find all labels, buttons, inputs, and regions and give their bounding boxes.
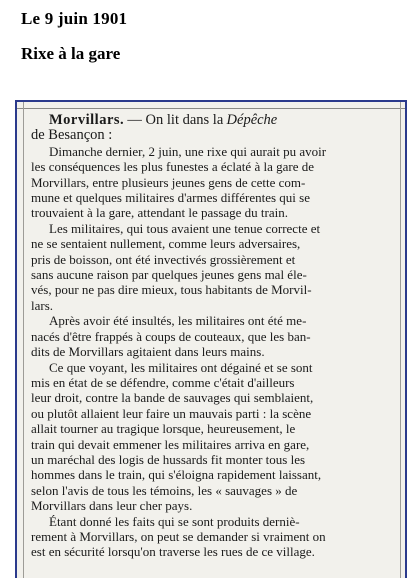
article-line: Morvillars, entre plusieurs jeunes gens de cette com- bbox=[31, 174, 306, 190]
article-line: trouvaient à la gare, attendant le passage du train. bbox=[31, 205, 289, 221]
article-line: Les militaires, qui tous avaient une tenue correcte et bbox=[49, 220, 321, 236]
article-line: est en sécurité lorsqu'on traverse les rues de ce village. bbox=[31, 544, 315, 560]
top-rule bbox=[17, 108, 405, 109]
newspaper-clipping bbox=[15, 100, 407, 578]
article-line: mune et quelques militaires d'armes différentes qui se bbox=[31, 190, 310, 206]
article-line: vés, pour ne pas dire mieux, tous habitants de Morvil- bbox=[31, 282, 312, 298]
article-line: les conséquences les plus funestes a éclaté à la gare de bbox=[31, 159, 314, 175]
article-line: dits de Morvillars agitaient dans leurs mains. bbox=[31, 344, 265, 360]
byline-newspaper: Dépêche bbox=[226, 112, 278, 128]
article-line: leur droit, contre la bande de sauvages qui semblaient, bbox=[31, 390, 314, 406]
article-line: rement à Morvillars, on peut se demander si vraiment on bbox=[31, 528, 326, 544]
column-edge-left bbox=[23, 102, 24, 578]
article-line: ou plutôt allaient leur faire un mauvais parti : la scène bbox=[31, 405, 312, 421]
article-line: allait tourner au tragique lorsque, heureusement, le bbox=[31, 421, 296, 437]
article-date: Le 9 juin 1901 bbox=[21, 9, 128, 28]
article-line: lars. bbox=[31, 297, 54, 313]
article-heading: Rixe à la gare bbox=[21, 44, 121, 63]
article-lines bbox=[31, 144, 403, 560]
article-line: Morvillars dans leur cher pays. bbox=[31, 498, 193, 514]
byline-continuation: de Besançon : bbox=[31, 127, 113, 144]
article-line: Étant donné les faits qui se sont produits derniè- bbox=[49, 513, 300, 529]
article-line: Dimanche dernier, 2 juin, une rixe qui aurait pu avoir bbox=[49, 143, 327, 159]
article-line: Ce que voyant, les militaires ont dégainé et se sont bbox=[49, 359, 313, 375]
article-line: ne se sentaient nullement, comme leurs adversaires, bbox=[31, 236, 301, 252]
byline-text: — On lit dans la bbox=[127, 112, 224, 128]
byline-place: Morvillars. bbox=[49, 112, 125, 128]
article-line: pris de boisson, ont été invectivés grossièrement et bbox=[31, 251, 296, 267]
byline bbox=[31, 112, 403, 128]
article-line: hommes dans le train, qui s'éloigna rapidement laissant, bbox=[31, 467, 322, 483]
article-line: selon l'avis de tous les témoins, les « sauvages » de bbox=[31, 482, 298, 498]
article-line: sans aucune raison par quelques jeunes gens mal éle- bbox=[31, 267, 307, 283]
article-line: un maréchal des logis de hussards fit monter tous les bbox=[31, 451, 306, 467]
article-body bbox=[31, 112, 403, 560]
article-line: Après avoir été insultés, les militaires ont été me- bbox=[49, 313, 307, 329]
article-line: train qui devait emmener les militaires arriva en gare, bbox=[31, 436, 310, 452]
article-line: nacés d'être frappés à coups de couteaux, que les ban- bbox=[31, 328, 311, 344]
article-line: mis en état de se défendre, comme c'était d'ailleurs bbox=[31, 374, 295, 390]
